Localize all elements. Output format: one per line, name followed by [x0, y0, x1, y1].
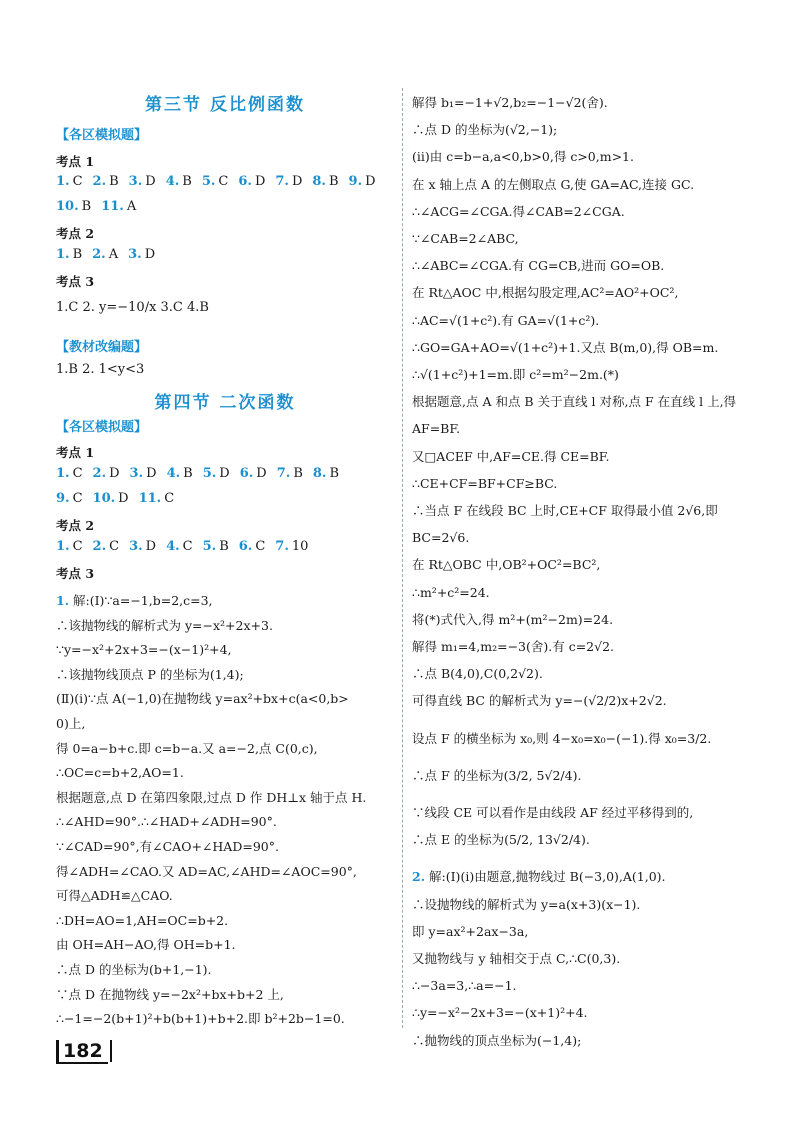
answer-number: 1.	[56, 466, 70, 481]
solution-line: ∵∠CAB=2∠ABC,	[412, 231, 519, 246]
answer-value: B	[109, 174, 119, 189]
answer-value: 10	[291, 539, 309, 554]
answer-number: 3.	[129, 539, 143, 554]
solution-line: 将(*)式代入,得 m²+(m²−2m)=24.	[412, 611, 614, 627]
solution-line: 在 Rt△AOC 中,根据勾股定理,AC²=AO²+OC²,	[412, 285, 679, 301]
answer-value: C	[72, 174, 83, 189]
answer-value: B	[219, 539, 229, 554]
solution-line: ∴抛物线的顶点坐标为(−1,4);	[412, 1032, 582, 1048]
answer-number: 2.	[92, 247, 106, 262]
answer-value: C	[72, 539, 83, 554]
answer-value: D	[109, 466, 120, 481]
solution-line: ∴∠ABC=∠CGA.有 CG=CB,进而 GO=OB.	[412, 258, 665, 274]
answer-number: 9.	[348, 174, 363, 189]
answer-number: 4.	[165, 174, 180, 189]
answer-value: D	[144, 247, 156, 262]
section-3-title: 第三节 反比例函数	[145, 95, 305, 115]
solution-line: BC=2√6.	[412, 530, 470, 546]
solution-line: ∴当点 F 在线段 BC 上时,CE+CF 取得最小值 2√6,即	[412, 503, 718, 518]
solution-line: 在 Rt△OBC 中,OB²+OC²=BC²,	[412, 557, 601, 573]
column-divider	[402, 88, 403, 1028]
solution-line: 1. 解:(Ⅰ)∵a=−1,b=2,c=3,	[56, 593, 213, 608]
answer-number: 4.	[166, 466, 181, 481]
answer-number: 5.	[202, 466, 217, 481]
kaodian-1-b: 考点 1	[56, 445, 95, 460]
answer-value: D	[291, 174, 303, 189]
solution-line: 可得△ADH≌△CAO.	[56, 888, 173, 904]
answers-b1	[56, 466, 339, 481]
solution-line: ∵点 D 在抛物线 y=−2x²+bx+b+2 上,	[56, 986, 284, 1002]
answer-number: 2.	[92, 466, 107, 481]
solution-line: ∵∠CAD=90°,有∠CAO+∠HAD=90°.	[56, 839, 279, 854]
answer-value: B	[72, 247, 83, 262]
answers-a4: 1.C 2. y=−10/x 3.C 4.B	[56, 300, 209, 315]
answer-value: A	[126, 199, 137, 214]
solution-line: 又抛物线与 y 轴相交于点 C,∴C(0,3).	[412, 951, 621, 966]
answer-number: 6.	[238, 174, 252, 189]
answer-value: C	[218, 174, 229, 189]
answers-a1	[56, 174, 376, 189]
answer-value: D	[145, 539, 157, 554]
solution-line: 根据题意,点 D 在第四象限,过点 D 作 DH⊥x 轴于点 H.	[56, 789, 367, 805]
section-4-title: 第四节 二次函数	[154, 393, 296, 413]
answer-value: D	[256, 466, 267, 481]
solution-line: 解得 m₁=4,m₂=−3(舍).有 c=2√2.	[412, 639, 615, 654]
solution-line: ∴DH=AO=1,AH=OC=b+2.	[56, 912, 229, 928]
solution-line: ∴CE+CF=BF+CF≥BC.	[412, 475, 558, 491]
solution-line: 在 x 轴上点 A 的左侧取点 G,使 GA=AC,连接 GC.	[412, 176, 695, 192]
answer-value: C	[109, 539, 120, 554]
answer-number: 2.	[92, 174, 107, 189]
answer-number: 6.	[238, 539, 253, 554]
answer-number: 3.	[129, 466, 144, 481]
solution-line: ∴√(1+c²)+1=m.即 c²=m²−2m.(*)	[412, 367, 619, 382]
solution-line: (ⅱ)由 c=b−a,a<0,b>0,得 c>0,m>1.	[412, 149, 634, 165]
solution-line: ∴该抛物线的解析式为 y=−x²+2x+3.	[56, 617, 273, 633]
solution-line: ∴点 F 的坐标为(3/2, 5√2/4).	[412, 767, 582, 783]
solution-line: ∴y=−x²−2x+3=−(x+1)²+4.	[412, 1005, 588, 1021]
answer-number: 1.	[56, 539, 70, 554]
answer-number: 8.	[312, 466, 327, 481]
answer-value: B	[183, 466, 193, 481]
solution-line: AF=BF.	[412, 421, 461, 437]
answer-value: B	[329, 466, 340, 481]
solution-line: ∵y=−x²+2x+3=−(x−1)²+4,	[56, 642, 232, 658]
answer-number: 11.	[138, 491, 162, 506]
answer-number: 10.	[92, 491, 116, 506]
answer-value: D	[219, 466, 230, 481]
solution-line: ∴AC=√(1+c²).有 GA=√(1+c²).	[412, 312, 600, 328]
solution-line: ∴∠ACG=∠CGA.得∠CAB=2∠CGA.	[412, 203, 625, 219]
solution-line: ∴m²+c²=24.	[412, 584, 490, 600]
tag-region-mock-2: 【各区模拟题】	[56, 420, 148, 435]
kaodian-2-b: 考点 2	[56, 518, 95, 533]
answer-number: 3.	[128, 174, 143, 189]
solution-line: ∴该抛物线顶点 P 的坐标为(1,4);	[56, 666, 244, 682]
solution-line: ∴设抛物线的解析式为 y=a(x+3)(x−1).	[412, 896, 641, 912]
answer-number: 9.	[56, 491, 70, 506]
kaodian-3-b: 考点 3	[56, 566, 95, 581]
solution-line: 由 OH=AH−AO,得 OH=b+1.	[56, 937, 236, 953]
tag-region-mock-1: 【各区模拟题】	[56, 128, 148, 143]
answer-number: 6.	[239, 466, 254, 481]
answers-a5: 1.B 2. 1<y<3	[56, 362, 145, 377]
answer-number: 5.	[202, 539, 217, 554]
tag-textbook: 【教材改编题】	[56, 340, 148, 355]
answer-value: C	[182, 539, 193, 554]
solution-line: 即 y=ax²+2ax−3a,	[412, 923, 529, 939]
answers-b3	[56, 539, 308, 554]
answer-number: 4.	[166, 539, 180, 554]
solution-line: (Ⅱ)(ⅰ)∵点 A(−1,0)在抛物线 y=ax²+bx+c(a<0,b>	[56, 691, 349, 707]
answers-b2	[56, 491, 174, 506]
answer-value: D	[146, 466, 157, 481]
page-number: 182	[56, 1040, 108, 1064]
answer-value: B	[328, 174, 339, 189]
solution-line: ∴点 D 的坐标为(√2,−1);	[412, 122, 558, 138]
solution-line: 得 0=a−b+c.即 c=b−a.又 a=−2,点 C(0,c),	[56, 740, 318, 756]
answer-number: 10.	[56, 199, 79, 214]
answer-number: 5.	[201, 174, 216, 189]
answer-number: 1.	[56, 174, 70, 189]
answer-value: C	[255, 539, 266, 554]
solution-line: ∴−1=−2(b+1)²+b(b+1)+b+2.即 b²+2b−1=0.	[56, 1011, 345, 1027]
answer-value: A	[108, 247, 119, 262]
answer-number: 11.	[101, 199, 124, 214]
answer-value: C	[164, 491, 175, 506]
kaodian-3-a: 考点 3	[56, 274, 95, 289]
answer-number: 2.	[92, 539, 107, 554]
solution-line: ∴点 D 的坐标为(b+1,−1).	[56, 962, 212, 977]
answer-value: B	[81, 199, 92, 214]
answer-number: 3.	[128, 247, 142, 262]
answer-value: D	[254, 174, 266, 189]
solution-line: 得∠ADH=∠CAO.又 AD=AC,∠AHD=∠AOC=90°,	[56, 863, 357, 879]
answer-value: D	[365, 174, 376, 189]
answer-value: B	[182, 174, 192, 189]
solution-line: 2. 解:(Ⅰ)(ⅰ)由题意,抛物线过 B(−3,0),A(1,0).	[412, 869, 666, 885]
answer-number: 7.	[276, 466, 291, 481]
solution-line: ∴点 B(4,0),C(0,2√2).	[412, 666, 543, 682]
solution-line: ∴∠AHD=90°.∴∠HAD+∠ADH=90°.	[56, 814, 277, 830]
answers-a3	[56, 247, 155, 262]
answer-number: 1.	[56, 247, 70, 262]
answer-value: D	[118, 491, 129, 506]
solution-line: ∴−3a=3,∴a=−1.	[412, 978, 517, 994]
answer-number: 7.	[275, 539, 289, 554]
answers-a2	[56, 199, 136, 214]
kaodian-1-a: 考点 1	[56, 154, 95, 169]
solution-line: 又□ACEF 中,AF=CE.得 CE=BF.	[412, 448, 610, 464]
answer-value: D	[145, 174, 156, 189]
solution-line: ∵线段 CE 可以看作是由线段 AF 经过平移得到的,	[412, 805, 694, 820]
answer-value: C	[72, 466, 83, 481]
answer-number: 7.	[275, 174, 289, 189]
solution-line: 设点 F 的横坐标为 x₀,则 4−x₀=x₀−(−1).得 x₀=3/2.	[412, 730, 712, 746]
solution-line: 解得 b₁=−1+√2,b₂=−1−√2(舍).	[412, 95, 608, 110]
solution-line: 可得直线 BC 的解析式为 y=−(√2/2)x+2√2.	[412, 693, 667, 709]
solution-line: 0)上,	[56, 716, 86, 731]
solution-line: 根据题意,点 A 和点 B 关于直线 l 对称,点 F 在直线 l 上,得	[412, 394, 737, 410]
answer-number: 8.	[312, 174, 326, 189]
kaodian-2-a: 考点 2	[56, 226, 95, 241]
solution-line: ∴GO=GA+AO=√(1+c²)+1.又点 B(m,0),得 OB=m.	[412, 339, 719, 355]
answer-value: B	[293, 466, 303, 481]
answer-value: C	[72, 491, 83, 506]
solution-line: ∴点 E 的坐标为(5/2, 13√2/4).	[412, 832, 590, 848]
solution-line: ∴OC=c=b+2,AO=1.	[56, 765, 184, 781]
